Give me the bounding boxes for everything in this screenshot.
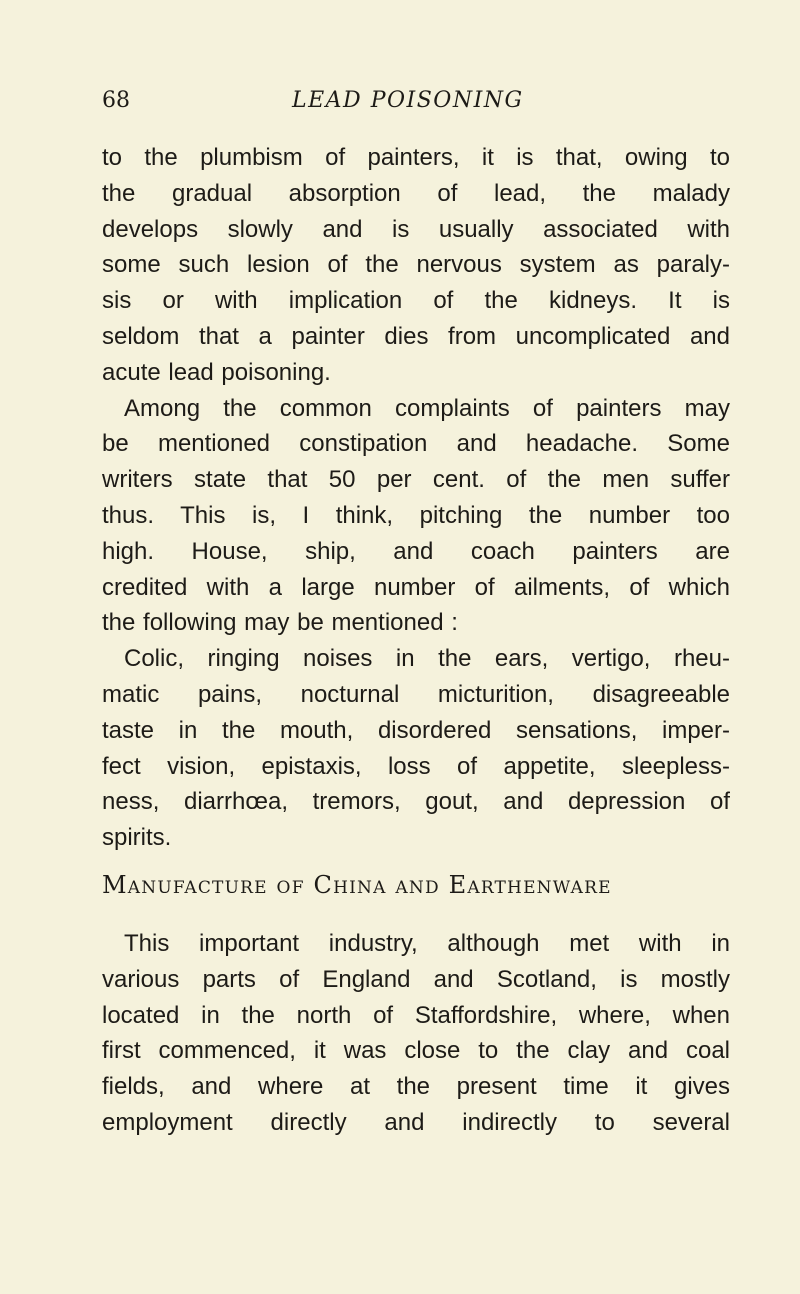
text-line: some such lesion of the nervous system as paraly- — [102, 251, 730, 279]
page-number: 68 — [102, 88, 130, 113]
text-line: high. House, ship, and coach painters are — [102, 537, 730, 565]
paragraph-2 — [102, 391, 730, 642]
text-line: develops slowly and is usually associated with — [102, 215, 730, 243]
text-line: ness, diarrhœa, tremors, gout, and depression of — [102, 788, 730, 816]
text-line: taste in the mouth, disordered sensations, imper- — [102, 716, 730, 744]
text-line: be mentioned constipation and headache. Some — [102, 430, 730, 458]
text-line: the following may be mentioned : — [102, 609, 458, 637]
text-line: spirits. — [102, 824, 172, 852]
running-title: LEAD POISONING — [292, 88, 524, 113]
text-line: acute lead poisoning. — [102, 358, 331, 386]
text-line: fect vision, epistaxis, loss of appetite, sleepless- — [102, 752, 730, 780]
text-line: first commenced, it was close to the clay and coal — [102, 1037, 730, 1065]
text-line: fields, and where at the present time it gives — [102, 1073, 730, 1101]
paragraph-4 — [102, 926, 730, 1141]
section-heading: Manufacture of China and Earthenware — [102, 870, 612, 899]
text-line: Among the common complaints of painters may — [124, 394, 730, 422]
text-line: employment directly and indirectly to several — [102, 1108, 730, 1136]
text-line: seldom that a painter dies from uncomplicated and — [102, 322, 730, 350]
paragraph-3 — [102, 641, 730, 856]
text-line: This important industry, although met with in — [124, 929, 730, 957]
text-line: credited with a large number of ailments, of which — [102, 573, 730, 601]
paragraph-1 — [102, 140, 730, 391]
text-line: thus. This is, I think, pitching the number too — [102, 501, 730, 529]
text-line: the gradual absorption of lead, the malady — [102, 179, 730, 207]
text-line: various parts of England and Scotland, is mostly — [102, 965, 730, 993]
text-line: sis or with implication of the kidneys. It is — [102, 287, 730, 315]
text-line: matic pains, nocturnal micturition, disagreeable — [102, 680, 730, 708]
text-line: to the plumbism of painters, it is that, owing to — [102, 144, 730, 171]
text-line: writers state that 50 per cent. of the men suffer — [102, 466, 730, 494]
body-text — [102, 140, 730, 1141]
running-head — [102, 88, 732, 120]
text-line: located in the north of Staffordshire, where, when — [102, 1001, 730, 1029]
text-line: Colic, ringing noises in the ears, vertigo, rheu- — [124, 645, 730, 673]
